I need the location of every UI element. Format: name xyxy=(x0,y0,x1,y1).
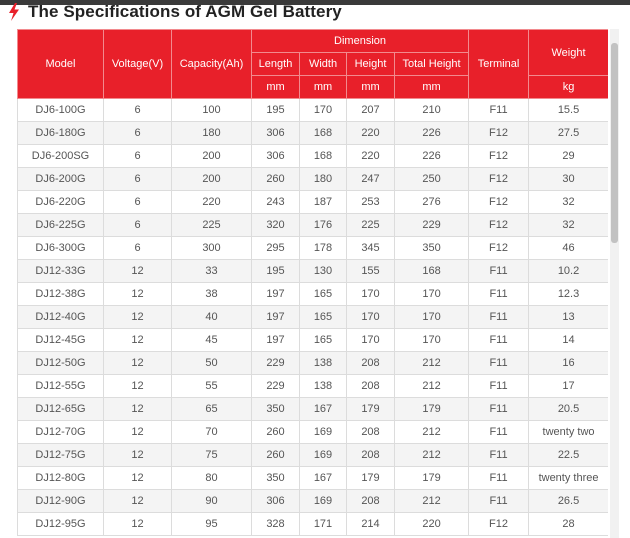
cell-height: 155 xyxy=(347,260,395,283)
cell-weight: 17 xyxy=(529,375,608,398)
table-row xyxy=(18,145,609,168)
cell-model: DJ12-80G xyxy=(18,467,104,490)
cell-model: DJ6-300G xyxy=(18,237,104,260)
cell-weight: 14 xyxy=(529,329,608,352)
cell-voltage: 12 xyxy=(104,421,172,444)
cell-width: 169 xyxy=(300,421,347,444)
cell-width: 138 xyxy=(300,352,347,375)
table-row xyxy=(18,168,609,191)
cell-terminal: F11 xyxy=(469,306,529,329)
cell-capacity: 45 xyxy=(172,329,252,352)
cell-height: 345 xyxy=(347,237,395,260)
cell-total-height: 168 xyxy=(395,260,469,283)
cell-weight: 16 xyxy=(529,352,608,375)
cell-total-height: 179 xyxy=(395,398,469,421)
cell-weight: 32 xyxy=(529,191,608,214)
cell-total-height: 226 xyxy=(395,145,469,168)
cell-capacity: 50 xyxy=(172,352,252,375)
cell-height: 220 xyxy=(347,145,395,168)
unit-height: mm xyxy=(347,76,395,99)
cell-model: DJ12-95G xyxy=(18,513,104,536)
cell-weight: 15.5 xyxy=(529,99,608,122)
table-row xyxy=(18,214,609,237)
cell-terminal: F11 xyxy=(469,421,529,444)
cell-voltage: 6 xyxy=(104,99,172,122)
cell-total-height: 226 xyxy=(395,122,469,145)
cell-length: 243 xyxy=(252,191,300,214)
cell-length: 328 xyxy=(252,513,300,536)
cell-width: 180 xyxy=(300,168,347,191)
table-row xyxy=(18,490,609,513)
cell-weight: 12.3 xyxy=(529,283,608,306)
cell-voltage: 6 xyxy=(104,168,172,191)
cell-capacity: 70 xyxy=(172,421,252,444)
cell-height: 253 xyxy=(347,191,395,214)
cell-terminal: F12 xyxy=(469,214,529,237)
cell-capacity: 225 xyxy=(172,214,252,237)
cell-height: 220 xyxy=(347,122,395,145)
unit-width: mm xyxy=(300,76,347,99)
cell-voltage: 6 xyxy=(104,237,172,260)
cell-length: 229 xyxy=(252,352,300,375)
cell-terminal: F12 xyxy=(469,122,529,145)
cell-weight: 26.5 xyxy=(529,490,608,513)
cell-length: 197 xyxy=(252,283,300,306)
cell-total-height: 276 xyxy=(395,191,469,214)
cell-total-height: 212 xyxy=(395,375,469,398)
cell-width: 171 xyxy=(300,513,347,536)
cell-height: 208 xyxy=(347,421,395,444)
vertical-scrollbar[interactable] xyxy=(610,29,619,538)
table-row xyxy=(18,99,609,122)
cell-total-height: 170 xyxy=(395,329,469,352)
cell-height: 214 xyxy=(347,513,395,536)
cell-capacity: 95 xyxy=(172,513,252,536)
cell-weight: 27.5 xyxy=(529,122,608,145)
cell-terminal: F11 xyxy=(469,260,529,283)
cell-voltage: 6 xyxy=(104,145,172,168)
cell-height: 225 xyxy=(347,214,395,237)
cell-voltage: 12 xyxy=(104,306,172,329)
cell-length: 295 xyxy=(252,237,300,260)
cell-total-height: 212 xyxy=(395,421,469,444)
scrollbar-thumb[interactable] xyxy=(611,43,618,243)
cell-terminal: F11 xyxy=(469,398,529,421)
table-row xyxy=(18,191,609,214)
cell-weight: 13 xyxy=(529,306,608,329)
table-row xyxy=(18,444,609,467)
cell-total-height: 210 xyxy=(395,99,469,122)
cell-weight: 10.2 xyxy=(529,260,608,283)
cell-terminal: F11 xyxy=(469,283,529,306)
cell-width: 165 xyxy=(300,283,347,306)
table-row xyxy=(18,513,609,536)
cell-model: DJ12-90G xyxy=(18,490,104,513)
cell-height: 207 xyxy=(347,99,395,122)
col-header-height: Height xyxy=(347,53,395,76)
cell-model: DJ12-55G xyxy=(18,375,104,398)
unit-weight: kg xyxy=(529,76,608,99)
cell-height: 247 xyxy=(347,168,395,191)
cell-total-height: 250 xyxy=(395,168,469,191)
cell-voltage: 12 xyxy=(104,352,172,375)
cell-capacity: 100 xyxy=(172,99,252,122)
cell-width: 165 xyxy=(300,306,347,329)
table-row xyxy=(18,237,609,260)
cell-terminal: F11 xyxy=(469,329,529,352)
table-row xyxy=(18,283,609,306)
cell-model: DJ6-200SG xyxy=(18,145,104,168)
cell-terminal: F11 xyxy=(469,375,529,398)
unit-total-height: mm xyxy=(395,76,469,99)
col-header-total-height: Total Height xyxy=(395,53,469,76)
cell-voltage: 6 xyxy=(104,122,172,145)
cell-weight: 28 xyxy=(529,513,608,536)
table-row xyxy=(18,467,609,490)
cell-capacity: 65 xyxy=(172,398,252,421)
cell-width: 165 xyxy=(300,329,347,352)
cell-model: DJ12-45G xyxy=(18,329,104,352)
cell-weight: 20.5 xyxy=(529,398,608,421)
table-row xyxy=(18,260,609,283)
cell-length: 260 xyxy=(252,444,300,467)
cell-height: 179 xyxy=(347,398,395,421)
cell-width: 167 xyxy=(300,467,347,490)
cell-total-height: 350 xyxy=(395,237,469,260)
cell-terminal: F12 xyxy=(469,513,529,536)
cell-terminal: F12 xyxy=(469,145,529,168)
col-header-capacity: Capacity(Ah) xyxy=(172,30,252,99)
cell-weight: twenty three xyxy=(529,467,608,490)
cell-total-height: 212 xyxy=(395,490,469,513)
cell-model: DJ6-220G xyxy=(18,191,104,214)
cell-width: 130 xyxy=(300,260,347,283)
cell-voltage: 12 xyxy=(104,513,172,536)
cell-model: DJ12-40G xyxy=(18,306,104,329)
cell-model: DJ6-225G xyxy=(18,214,104,237)
lightning-bolt-icon xyxy=(8,3,20,21)
cell-voltage: 12 xyxy=(104,375,172,398)
cell-model: DJ12-70G xyxy=(18,421,104,444)
cell-voltage: 12 xyxy=(104,283,172,306)
table-row xyxy=(18,421,609,444)
cell-length: 195 xyxy=(252,99,300,122)
cell-width: 169 xyxy=(300,490,347,513)
cell-model: DJ12-38G xyxy=(18,283,104,306)
cell-length: 260 xyxy=(252,421,300,444)
cell-height: 208 xyxy=(347,375,395,398)
spec-table-body xyxy=(18,99,609,536)
cell-weight: 46 xyxy=(529,237,608,260)
cell-model: DJ6-100G xyxy=(18,99,104,122)
cell-length: 320 xyxy=(252,214,300,237)
cell-total-height: 229 xyxy=(395,214,469,237)
page-title: The Specifications of AGM Gel Battery xyxy=(28,2,342,21)
cell-model: DJ6-200G xyxy=(18,168,104,191)
section-heading xyxy=(8,1,342,23)
cell-weight: 32 xyxy=(529,214,608,237)
cell-length: 195 xyxy=(252,260,300,283)
cell-width: 167 xyxy=(300,398,347,421)
unit-length: mm xyxy=(252,76,300,99)
cell-capacity: 33 xyxy=(172,260,252,283)
col-header-length: Length xyxy=(252,53,300,76)
cell-total-height: 170 xyxy=(395,306,469,329)
table-row xyxy=(18,375,609,398)
cell-total-height: 212 xyxy=(395,444,469,467)
cell-width: 170 xyxy=(300,99,347,122)
col-header-weight: Weight xyxy=(529,30,608,76)
cell-voltage: 12 xyxy=(104,329,172,352)
cell-weight: 22.5 xyxy=(529,444,608,467)
spec-table-container xyxy=(17,29,608,538)
cell-height: 179 xyxy=(347,467,395,490)
cell-length: 229 xyxy=(252,375,300,398)
cell-length: 197 xyxy=(252,306,300,329)
cell-height: 170 xyxy=(347,329,395,352)
cell-capacity: 75 xyxy=(172,444,252,467)
cell-length: 306 xyxy=(252,490,300,513)
col-header-dimension: Dimension xyxy=(252,30,469,53)
cell-model: DJ12-50G xyxy=(18,352,104,375)
cell-length: 197 xyxy=(252,329,300,352)
cell-voltage: 12 xyxy=(104,260,172,283)
cell-weight: 30 xyxy=(529,168,608,191)
cell-terminal: F11 xyxy=(469,444,529,467)
cell-width: 178 xyxy=(300,237,347,260)
cell-length: 350 xyxy=(252,467,300,490)
cell-capacity: 55 xyxy=(172,375,252,398)
cell-terminal: F12 xyxy=(469,191,529,214)
cell-width: 169 xyxy=(300,444,347,467)
cell-voltage: 12 xyxy=(104,467,172,490)
cell-model: DJ12-75G xyxy=(18,444,104,467)
cell-model: DJ12-33G xyxy=(18,260,104,283)
col-header-width: Width xyxy=(300,53,347,76)
cell-total-height: 212 xyxy=(395,352,469,375)
table-row xyxy=(18,352,609,375)
cell-width: 138 xyxy=(300,375,347,398)
cell-capacity: 220 xyxy=(172,191,252,214)
cell-voltage: 12 xyxy=(104,444,172,467)
cell-width: 168 xyxy=(300,145,347,168)
cell-height: 170 xyxy=(347,306,395,329)
cell-terminal: F11 xyxy=(469,490,529,513)
cell-weight: 29 xyxy=(529,145,608,168)
cell-length: 260 xyxy=(252,168,300,191)
cell-height: 208 xyxy=(347,444,395,467)
cell-terminal: F11 xyxy=(469,467,529,490)
cell-terminal: F12 xyxy=(469,237,529,260)
cell-voltage: 6 xyxy=(104,214,172,237)
cell-capacity: 200 xyxy=(172,145,252,168)
col-header-model: Model xyxy=(18,30,104,99)
cell-capacity: 90 xyxy=(172,490,252,513)
cell-capacity: 180 xyxy=(172,122,252,145)
cell-total-height: 220 xyxy=(395,513,469,536)
cell-terminal: F11 xyxy=(469,352,529,375)
cell-model: DJ6-180G xyxy=(18,122,104,145)
cell-terminal: F11 xyxy=(469,99,529,122)
cell-height: 208 xyxy=(347,352,395,375)
cell-length: 306 xyxy=(252,122,300,145)
col-header-terminal: Terminal xyxy=(469,30,529,99)
spec-table xyxy=(17,29,608,536)
cell-voltage: 12 xyxy=(104,398,172,421)
cell-total-height: 179 xyxy=(395,467,469,490)
table-row xyxy=(18,122,609,145)
col-header-voltage: Voltage(V) xyxy=(104,30,172,99)
cell-capacity: 300 xyxy=(172,237,252,260)
cell-voltage: 12 xyxy=(104,490,172,513)
cell-capacity: 38 xyxy=(172,283,252,306)
cell-height: 208 xyxy=(347,490,395,513)
cell-terminal: F12 xyxy=(469,168,529,191)
cell-capacity: 200 xyxy=(172,168,252,191)
cell-width: 176 xyxy=(300,214,347,237)
cell-capacity: 80 xyxy=(172,467,252,490)
cell-capacity: 40 xyxy=(172,306,252,329)
cell-model: DJ12-65G xyxy=(18,398,104,421)
table-row xyxy=(18,329,609,352)
cell-weight: twenty two xyxy=(529,421,608,444)
table-row xyxy=(18,398,609,421)
cell-length: 306 xyxy=(252,145,300,168)
table-row xyxy=(18,306,609,329)
cell-total-height: 170 xyxy=(395,283,469,306)
cell-width: 168 xyxy=(300,122,347,145)
cell-width: 187 xyxy=(300,191,347,214)
cell-voltage: 6 xyxy=(104,191,172,214)
cell-height: 170 xyxy=(347,283,395,306)
cell-length: 350 xyxy=(252,398,300,421)
